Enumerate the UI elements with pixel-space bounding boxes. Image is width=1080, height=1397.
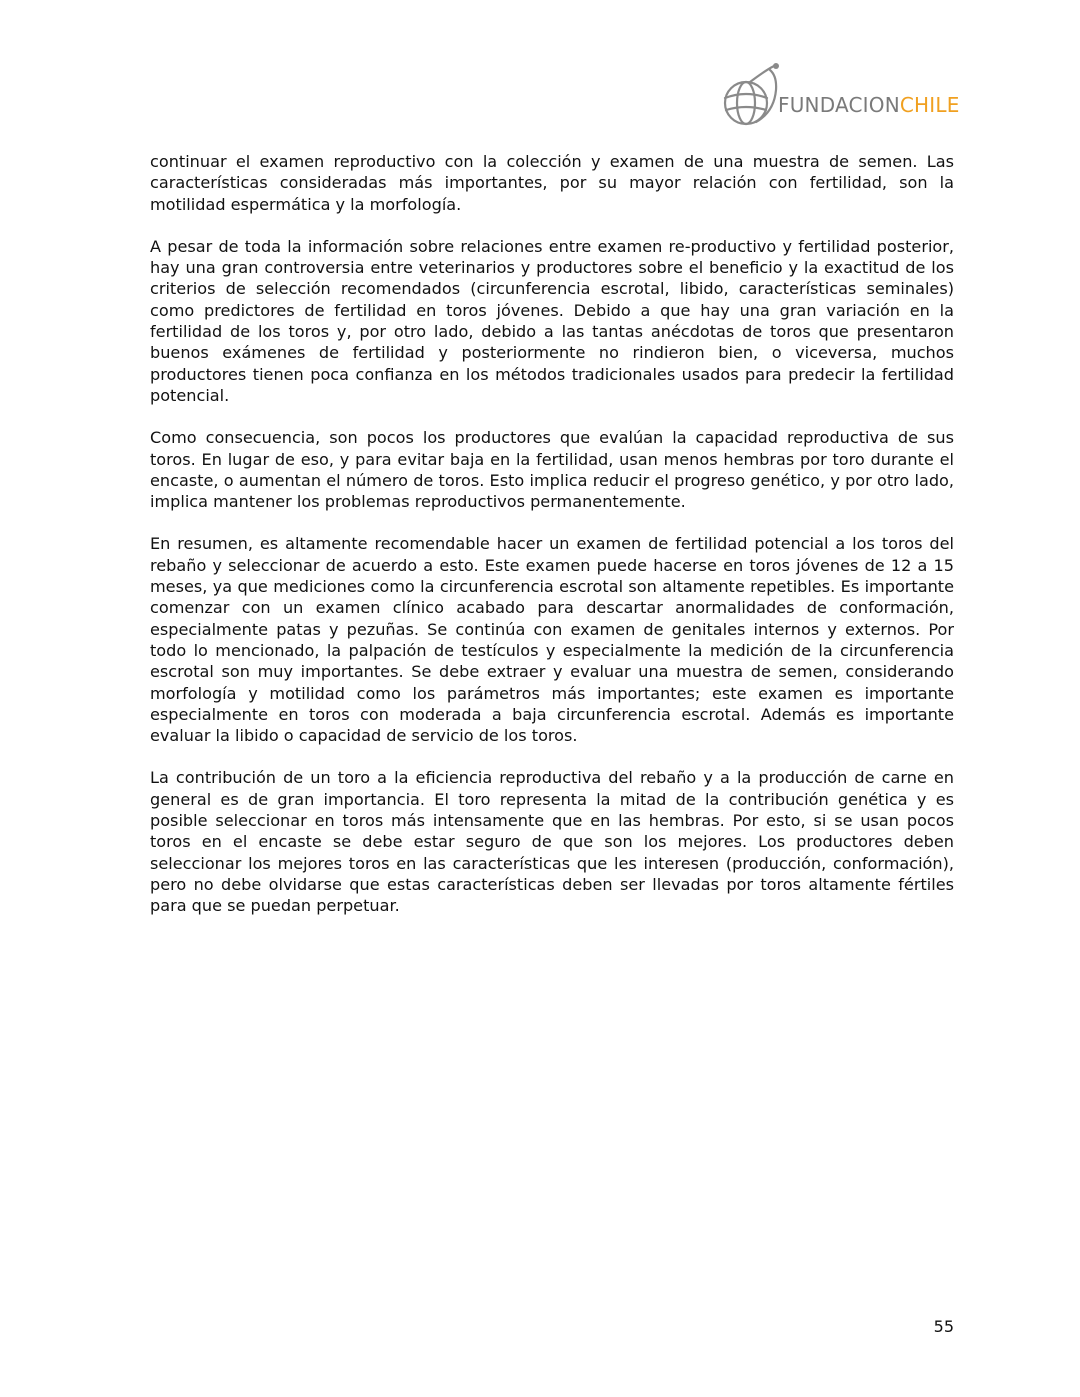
paragraph-5: La contribución de un toro a la eficiencia reproductiva del rebaño y a la producción de carne en general es de gran importancia. El toro representa la mitad de la contribución genética y es posible seleccionar en toros más intensamente que en las hembras. Por esto, si se usan pocos toros en el encaste se debe estar seguro de que son los mejores. Los productores deben seleccionar los mejores toros en las características que les interesen (producción, conformación), pero no debe olvidarse que estas características deben ser llevadas por toros altamente fértiles para que se puedan perpetuar. [150, 768, 954, 916]
logo-wordmark [778, 93, 960, 117]
fundacion-chile-logo [716, 60, 961, 130]
paragraph-4: En resumen, es altamente recomendable hacer un examen de fertilidad potencial a los toros del rebaño y seleccionar de acuerdo a esto. Este examen puede hacerse en toros jóvenes de 12 a 15 meses, ya que mediciones como la circunferencia escrotal son altamente repetibles. Es importante comenzar con un examen clínico acabado para descartar anormalidades de conformación, especialmente patas y pezuñas. Se continúa con examen de genitales internos y externos. Por todo lo mencionado, la palpación de testículos y especialmente la medición de la circunferencia escrotal son muy importantes. Se debe extraer y evaluar una muestra de semen, considerando morfología y motilidad como los parámetros más importantes; este examen es importante especialmente en toros con moderada a baja circunferencia escrotal. Además es importante evaluar la libido o capacidad de servicio de los toros. [150, 534, 954, 746]
paragraph-2: A pesar de toda la información sobre relaciones entre examen re-productivo y fertilidad posterior, hay una gran controversia entre veterinarios y productores sobre el beneficio y la exactitud de los criterios de selección recomendados (circunferencia escrotal, libido, características seminales) como predictores de fertilidad en toros jóvenes. Debido a que hay una gran variación en la fertilidad de los toros y, por otro lado, debido a las tantas anécdotas de toros que presentaron buenos exámenes de fertilidad y posteriormente no rindieron bien, o viceversa, muchos productores tienen poca confianza en los métodos tradicionales usados para predecir la fertilidad potencial. [150, 236, 954, 405]
logo-text-fundacion: FUNDACION [778, 93, 900, 117]
globe-swirl-logo-icon [716, 60, 786, 130]
paragraph-1: continuar el examen reproductivo con la colección y examen de una muestra de semen. Las características consideradas más importantes, por su mayor relación con fertilidad, son la motilidad espermática y la morfología. [150, 152, 954, 214]
paragraph-3: Como consecuencia, son pocos los productores que evalúan la capacidad reproductiva de sus toros. En lugar de eso, y para evitar baja en la fertilidad, usan menos hembras por toro durante el encaste, o aumentan el número de toros. Esto implica reducir el progreso genético, y por otro lado, implica mantener los problemas reproductivos permanentemente. [150, 428, 954, 512]
document-body [150, 151, 954, 938]
logo-text-chile: CHILE [899, 93, 960, 117]
page-number: 55 [933, 1317, 954, 1336]
